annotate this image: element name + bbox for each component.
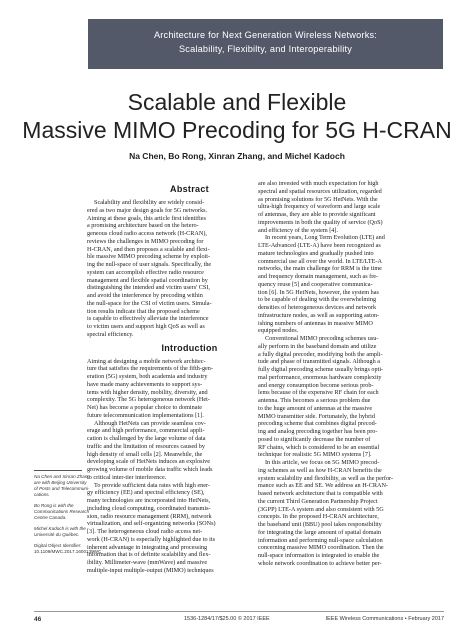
text-line: future telecommunication implementations [1].: [87, 411, 204, 419]
text-line: the current Third Generation Partnership Project: [258, 497, 378, 505]
note-line: are with Beijing University: [34, 480, 87, 485]
text-line: lems because of the expensive RF chain for each: [258, 389, 379, 397]
text-line: mature technologies and gradually pushed into: [258, 249, 374, 257]
note-line: Communications Research: [34, 509, 90, 514]
text-line: H-CRAN, and then proposes a scalable and flexi-: [87, 245, 210, 253]
text-line: ble massive MIMO precoding scheme by exploit-: [87, 253, 211, 261]
text-line: ishing numbers of antennas in massive MIMO: [258, 319, 373, 327]
note-line: Michel Kadoch is with the: [34, 526, 86, 531]
text-line: equipped nodes.: [258, 327, 299, 335]
text-line: [3]. The heterogeneous cloud radio access net-: [87, 528, 203, 535]
body-paragraph-4: [258, 459, 463, 568]
text-line: In recent years, Long Term Evolution (LTE) and: [265, 234, 385, 242]
text-line: many technologies are incorporated into HetNets,: [87, 497, 211, 504]
text-line: to victim users and support high QoS as well as: [87, 323, 205, 330]
text-line: ing schemes as well as how H-CRAN benefits the: [258, 466, 382, 474]
text-line: reviews the challenges in MIMO precoding for: [87, 237, 204, 245]
text-line: distinguishing the intended and victim users' CSI,: [87, 284, 210, 292]
right-text-column: [258, 180, 463, 600]
copyright-line: 1536-1284/17/$25.00 © 2017 IEEE: [184, 616, 270, 622]
text-line: RF chains, which is considered to be an essential: [258, 443, 380, 451]
text-line: mance such as EE and SE. We address an H-CRAN-: [258, 482, 388, 490]
text-line: to be capable of dealing with the overwhelming: [258, 296, 377, 304]
article-title-line-1: Scalable and Flexible: [127, 89, 347, 115]
text-line: virtualization, and self-organizing networks (SONs): [87, 520, 216, 528]
text-line: to the huge amount of antennas at the massive: [258, 404, 373, 412]
text-line: to critical inter-tier interference.: [87, 473, 167, 481]
text-line: ered as two major design goals for 5G networks.: [87, 206, 208, 214]
note-line: Centre Canada.: [34, 515, 67, 520]
text-line: concepts. In the proposed H-CRAN architecture,: [258, 513, 379, 521]
body-paragraph-3: [258, 335, 463, 459]
text-line: for integrating the large amount of spatial domain: [258, 528, 382, 536]
text-line: of antennas, they are able to provide significant: [258, 211, 376, 218]
author-list: Na Chen, Bo Rong, Xinran Zhang, and Michel Kadoch: [129, 151, 345, 161]
text-line: erage and high performance, commercial appli-: [87, 427, 205, 435]
text-line: commercial use all over the world. In LTE/LTE-A: [258, 257, 382, 265]
text-line: tion [6]. In 5G HetNets, however, the system has: [258, 288, 379, 296]
text-line: are also invested with much expectation for high: [258, 180, 379, 187]
text-line: system can accomplish effective radio resource: [87, 268, 204, 276]
text-line: growing volume of mobile data traffic which leads: [87, 466, 213, 473]
text-line: developing scale of HetNets induces an explosive: [87, 458, 211, 466]
text-line: as promising solutions for 5G HetNets. With the: [258, 195, 378, 203]
article-title-line-2: Massive MIMO Precoding for 5G H-CRAN: [22, 117, 452, 143]
text-line: Aiming at these goals, this article first identifies: [87, 214, 206, 222]
body-paragraph-1: [258, 180, 463, 234]
text-line: management and flexible spatial coordination by: [87, 276, 208, 284]
text-line: null-space information is integrated to enable the: [258, 552, 380, 559]
text-line: work (H-CRAN) is especially highlighted due to its: [87, 535, 216, 543]
text-line: the null-space for the CSI of victim users. Simula-: [87, 299, 212, 307]
text-line: Although HetNets can provide seamless cov-: [94, 419, 206, 427]
doi-note: [34, 543, 102, 555]
text-line: To provide sufficient data rates with high ener-: [94, 481, 210, 489]
page-number: 46: [34, 616, 42, 623]
text-line: ture that satisfies the requirements of the fifth-gen-: [87, 365, 213, 373]
text-line: multiple-input multiple-output (MIMO) techniques: [87, 566, 214, 574]
text-line: improvements in both the quality of service (QoS): [258, 218, 383, 226]
text-line: tems with higher density, mobility, diversity, and: [87, 388, 208, 396]
affiliation-rong: [34, 503, 90, 521]
affiliation-chen-zhang: [34, 474, 90, 498]
text-line: the baseband unit (BBU) pool takes responsibility: [258, 521, 382, 528]
text-line: including cloud computing, coordinated transmis-: [87, 504, 211, 512]
banner-line-2: Scalability, Flexibilty, and Interoperability: [178, 44, 353, 54]
text-line: gy efficiency (EE) and spectral efficiency (SE),: [87, 489, 205, 497]
text-line: and avoid the interference by precoding within: [87, 292, 203, 299]
text-line: Scalability and flexibility are widely consid-: [94, 199, 205, 206]
page-footer: [34, 611, 444, 626]
text-line: based network architecture that is compatible with: [258, 490, 383, 497]
text-line: inherent advantage in integrating and processing: [87, 543, 208, 551]
magazine-issue: IEEE Wireless Communications • February 2017: [325, 616, 444, 622]
text-line: networks, the main challenge for RRM is the time: [258, 265, 382, 273]
text-line: mal performance, enormous hardware complexity: [258, 373, 382, 381]
text-line: ally perform in the baseband domain and utilize: [258, 342, 377, 350]
text-line: geneous cloud radio access network (H-CRAN),: [87, 230, 207, 237]
introduction-heading: Introduction: [161, 342, 218, 353]
affiliation-kadoch: [34, 526, 86, 538]
text-line: densities of heterogeneous devices and network: [258, 304, 377, 311]
text-line: Conventional MIMO precoding schemes usu-: [265, 335, 379, 342]
author-affiliations: [34, 470, 102, 560]
series-banner: [88, 19, 443, 69]
text-line: and energy consumption become serious prob-: [258, 381, 374, 389]
note-line: Bo Rong is with the: [34, 503, 74, 508]
text-line: tude and phase of transmitted signals. Although a: [258, 358, 381, 366]
text-line: high density of small cells [2]. Meanwhile, the: [87, 450, 203, 458]
note-line: 10.1109/MWC.2017.1600139WC: [34, 549, 102, 554]
text-line: sion, radio resource management (RRM), network: [87, 512, 212, 520]
text-line: precoding scheme that combines digital precod-: [258, 420, 377, 428]
text-line: information and performing null-space calculation: [258, 536, 383, 544]
text-line: and frequency domain management, such as fre-: [258, 273, 379, 280]
text-line: and efficiency of the system [4].: [258, 226, 338, 234]
text-line: eration (5G) system, both academia and industry: [87, 373, 208, 380]
text-line: fully digital precoding scheme usually brings opti-: [258, 366, 384, 373]
note-line: of Posts and Telecommuni-: [34, 486, 90, 491]
text-line: tion results indicate that the proposed scheme: [87, 307, 200, 315]
text-line: In this article, we focus on 5G MIMO precod-: [265, 459, 380, 466]
note-line: Na Chen and Xinran Zhang: [34, 474, 90, 479]
text-line: MIMO transmitter side. Fortunately, the hybrid: [258, 412, 375, 420]
note-line: cations.: [34, 492, 50, 497]
text-line: system scalability and flexibility, as well as the perfor-: [258, 474, 394, 482]
text-line: posed to significantly decrease the number of: [258, 435, 371, 443]
note-line: Université du Québec.: [34, 532, 80, 537]
text-line: quency reuse [5] and cooperative communica-: [258, 280, 373, 288]
text-line: have made many achievements to support sys-: [87, 380, 203, 388]
affiliation-rule: [34, 470, 82, 471]
text-line: technique for realistic 5G MIMO systems [7].: [258, 451, 372, 459]
banner-line-1: Architecture for Next Generation Wireless Networks:: [153, 30, 378, 40]
text-line: spectral and spatial resources utilization, regarded: [258, 187, 382, 195]
text-line: ibility. Millimeter-wave (mmWave) and massive: [87, 559, 208, 566]
text-line: Aiming at designing a mobile network architec-: [87, 357, 206, 365]
text-line: ultra-high frequency of waveform and large scale: [258, 203, 381, 211]
text-line: traffic and the limitation of resources caused by: [87, 442, 205, 450]
text-line: whole network coordination to achieve better per-: [258, 559, 382, 567]
text-line: Net) has become a popular choice to dominate: [87, 404, 202, 411]
text-line: information that is of definite scalability and flex-: [87, 551, 211, 559]
body-paragraph-2: [258, 234, 463, 335]
text-line: (3GPP) LTE-A system and also consistent with 5G: [258, 505, 384, 513]
note-line: Digital Object Identifier:: [34, 543, 82, 548]
text-line: concerning massive MIMO coordination. Then the: [258, 544, 384, 552]
abstract-heading: Abstract: [170, 184, 209, 194]
text-line: LTE-Advanced (LTE-A) have been recognized as: [258, 242, 381, 249]
text-line: spectral efficiency.: [87, 330, 134, 338]
text-line: cation is challenged by the large volume of data: [87, 435, 206, 442]
text-line: a promising architecture based on the hetero-: [87, 222, 199, 230]
text-line: ing the null-space of user signals. Specifically, the: [87, 261, 212, 268]
text-line: is capable to effectively alleviate the interference: [87, 315, 209, 323]
text-line: antenna. This becomes a serious problem due: [258, 397, 371, 404]
text-line: a fully digital precoder, modifying both the ampli-: [258, 350, 383, 358]
text-line: ing and analog precoding together has been pro-: [258, 428, 378, 435]
text-line: infrastructure nodes, as well as supporting aston-: [258, 311, 380, 319]
text-line: complexity. The 5G heterogeneous network (Het-: [87, 396, 210, 404]
